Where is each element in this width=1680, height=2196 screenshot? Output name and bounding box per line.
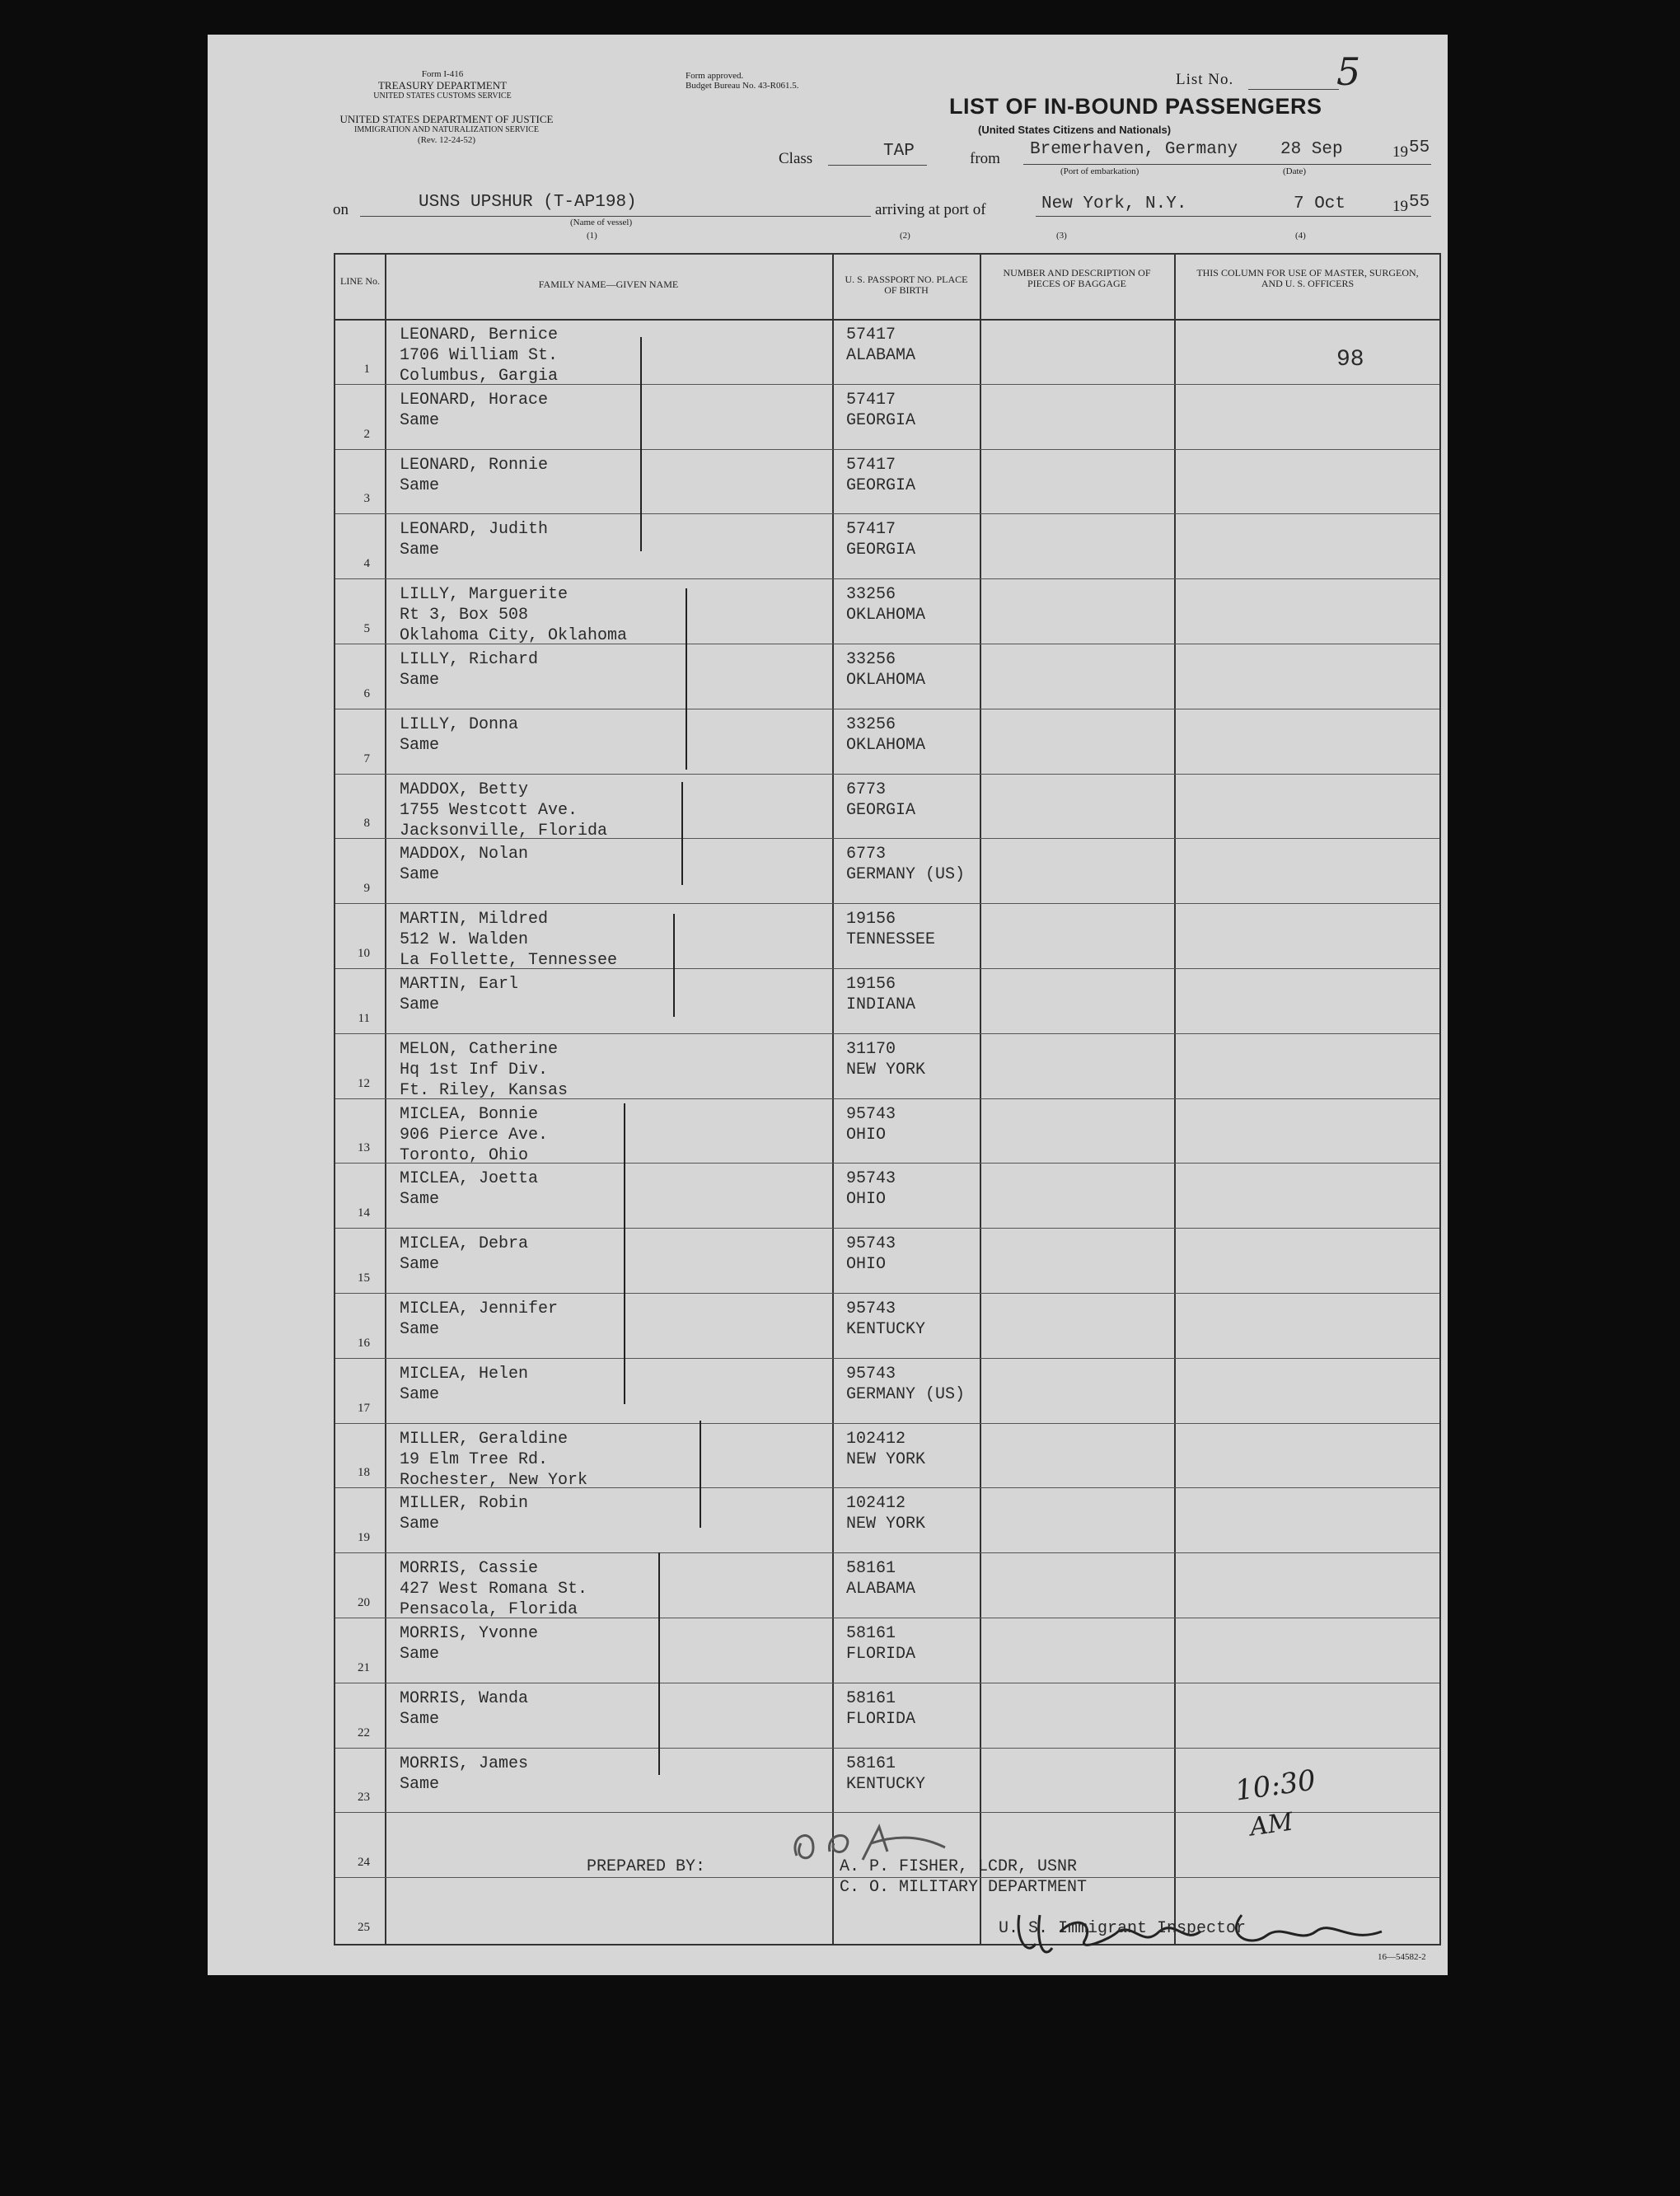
- passenger-address: 1755 Westcott Ave.: [400, 800, 578, 820]
- passenger-name: MORRIS, Cassie: [400, 1559, 539, 1579]
- arrival-underline: [1036, 216, 1431, 217]
- passport-number: 95743: [846, 1234, 896, 1254]
- table-header: [335, 255, 1439, 321]
- arriving-label: arriving at port of: [875, 201, 986, 218]
- passenger-name: MICLEA, Joetta: [400, 1169, 539, 1189]
- passport-number: 57417: [846, 390, 896, 410]
- header-baggage: NUMBER AND DESCRIPTION OF PIECES OF BAGGAGE: [1003, 267, 1151, 289]
- port-embark-caption: (Port of embarkation): [1060, 166, 1139, 176]
- passenger-name: MARTIN, Mildred: [400, 910, 549, 929]
- passport-number: 95743: [846, 1299, 896, 1318]
- table-row: [335, 1683, 1439, 1748]
- line-number: 14: [358, 1206, 370, 1220]
- place-of-birth: FLORIDA: [846, 1645, 916, 1664]
- place-of-birth: GEORGIA: [846, 475, 916, 495]
- passenger-address: Same: [400, 1255, 440, 1275]
- on-label: on: [333, 201, 349, 218]
- passenger-address: 1706 William St.: [400, 346, 559, 365]
- passport-number: 102412: [846, 1494, 906, 1514]
- vessel-caption: (Name of vessel): [570, 218, 633, 227]
- passenger-address: Same: [400, 1320, 440, 1339]
- place-of-birth: ALABAMA: [846, 1580, 916, 1599]
- fisher-signature: [780, 1819, 962, 1876]
- passenger-address: Pensacola, Florida: [400, 1600, 578, 1620]
- family-bracket: [673, 914, 675, 1017]
- table-row: [335, 838, 1439, 903]
- passenger-address: Toronto, Ohio: [400, 1145, 529, 1165]
- line-number: 22: [358, 1725, 370, 1739]
- vessel-name: USNS UPSHUR (T-AP198): [419, 193, 637, 212]
- col-caption-3: (3): [1056, 231, 1067, 241]
- form-number: Form I-416: [421, 69, 464, 79]
- line-number: 10: [358, 946, 370, 960]
- line-number: 19: [358, 1531, 370, 1545]
- vessel-underline: [360, 216, 871, 217]
- place-of-birth: GEORGIA: [846, 800, 916, 820]
- passenger-name: MORRIS, Wanda: [400, 1688, 529, 1708]
- passenger-name: LILLY, Marguerite: [400, 585, 569, 605]
- prepared-by-name: A. P. FISHER, LCDR, USNR: [840, 1857, 1078, 1876]
- passenger-address: Ft. Riley, Kansas: [400, 1080, 569, 1100]
- table-row: [335, 1423, 1439, 1488]
- line-number: 17: [358, 1401, 370, 1415]
- place-of-birth: KENTUCKY: [846, 1320, 926, 1339]
- place-of-birth: INDIANA: [846, 995, 916, 1014]
- passport-number: 57417: [846, 325, 896, 344]
- line-number: 18: [358, 1466, 370, 1480]
- family-bracket: [686, 588, 687, 770]
- passport-number: 58161: [846, 1754, 896, 1773]
- form-approved: Form approved.: [686, 71, 744, 81]
- place-of-birth: NEW YORK: [846, 1449, 926, 1469]
- line-number: 2: [363, 427, 370, 441]
- header-line-no: LINE No.: [340, 275, 380, 287]
- table-row: [335, 1033, 1439, 1098]
- family-bracket: [700, 1421, 701, 1528]
- line-number: 1: [363, 362, 370, 376]
- embark-underline: [1023, 164, 1431, 165]
- passenger-address: Oklahoma City, Oklahoma: [400, 626, 628, 646]
- passenger-address: Same: [400, 410, 440, 430]
- passenger-table: [334, 253, 1441, 1962]
- place-of-birth: KENTUCKY: [846, 1774, 926, 1794]
- place-of-birth: GEORGIA: [846, 541, 916, 560]
- passenger-name: MARTIN, Earl: [400, 975, 519, 994]
- passport-number: 19156: [846, 975, 896, 994]
- table-row: [335, 1618, 1439, 1683]
- embark-year-prefix: 19: [1392, 143, 1408, 161]
- arrival-year: 55: [1409, 193, 1430, 212]
- table-row: [335, 1487, 1439, 1552]
- place-of-birth: OKLAHOMA: [846, 606, 926, 625]
- place-of-birth: NEW YORK: [846, 1060, 926, 1079]
- line-number: 25: [358, 1920, 370, 1934]
- table-row: [335, 513, 1439, 578]
- line-number: 7: [363, 752, 370, 766]
- passenger-name: LILLY, Richard: [400, 650, 539, 669]
- table-row: [335, 449, 1439, 514]
- form-title: LIST OF IN-BOUND PASSENGERS: [949, 94, 1322, 119]
- arrival-port: New York, N.Y.: [1041, 194, 1187, 213]
- line-number: 24: [358, 1856, 370, 1870]
- justice-dept: UNITED STATES DEPARTMENT OF JUSTICE: [339, 113, 554, 125]
- passenger-name: MICLEA, Bonnie: [400, 1104, 539, 1124]
- table-row: [335, 903, 1439, 971]
- passport-number: 95743: [846, 1364, 896, 1384]
- line-number: 23: [358, 1791, 370, 1805]
- passenger-address: 906 Pierce Ave.: [400, 1125, 549, 1145]
- passport-number: 6773: [846, 845, 887, 864]
- passenger-name: MICLEA, Helen: [400, 1364, 529, 1384]
- table-row: [335, 1358, 1439, 1423]
- passport-number: 33256: [846, 585, 896, 605]
- passenger-list-form: [208, 35, 1448, 1975]
- passport-number: 95743: [846, 1169, 896, 1189]
- line-number: 21: [358, 1660, 370, 1674]
- passenger-name: LILLY, Donna: [400, 714, 519, 734]
- passenger-address: Same: [400, 1645, 440, 1664]
- arrival-year-prefix: 19: [1392, 198, 1408, 215]
- passenger-name: LEONARD, Bernice: [400, 325, 559, 344]
- col-caption-4: (4): [1295, 231, 1306, 241]
- place-of-birth: GERMANY (US): [846, 865, 966, 885]
- passport-number: 58161: [846, 1559, 896, 1579]
- table-row: [335, 319, 1439, 384]
- line-number: 16: [358, 1336, 370, 1350]
- passenger-name: LEONARD, Ronnie: [400, 455, 549, 475]
- class-value: TAP: [883, 142, 915, 161]
- place-of-birth: OKLAHOMA: [846, 671, 926, 690]
- passenger-address: Same: [400, 475, 440, 495]
- header-name: FAMILY NAME—GIVEN NAME: [538, 279, 679, 290]
- line-number: 8: [363, 817, 370, 831]
- table-row: [335, 384, 1439, 449]
- list-no-label: List No.: [1176, 71, 1234, 88]
- line-number: 15: [358, 1271, 370, 1285]
- family-bracket: [640, 337, 642, 551]
- passport-number: 31170: [846, 1039, 896, 1059]
- header-passport: U. S. PASSPORT NO. PLACE OF BIRTH: [845, 274, 968, 296]
- place-of-birth: NEW YORK: [846, 1515, 926, 1534]
- table-row: [335, 709, 1439, 774]
- from-label: from: [970, 150, 1000, 167]
- inspector-caption: U. S. Immigrant Inspector: [999, 1919, 1247, 1938]
- passport-number: 57417: [846, 455, 896, 475]
- passenger-name: MILLER, Geraldine: [400, 1429, 569, 1449]
- passenger-address: Same: [400, 995, 440, 1014]
- passport-number: 6773: [846, 780, 887, 799]
- passenger-address: 19 Elm Tree Rd.: [400, 1449, 549, 1469]
- customs-service: UNITED STATES CUSTOMS SERVICE: [373, 91, 512, 101]
- family-bracket: [624, 1103, 625, 1404]
- line-number: 20: [358, 1595, 370, 1609]
- ins-service: IMMIGRATION AND NATURALIZATION SERVICE: [354, 125, 539, 134]
- date-caption: (Date): [1283, 166, 1307, 176]
- place-of-birth: FLORIDA: [846, 1709, 916, 1729]
- passenger-address: Same: [400, 735, 440, 755]
- table-row: [335, 1163, 1439, 1228]
- passenger-address: Same: [400, 541, 440, 560]
- line-number: 13: [358, 1141, 370, 1155]
- place-of-birth: OKLAHOMA: [846, 735, 926, 755]
- passenger-address: Rt 3, Box 508: [400, 606, 529, 625]
- passenger-address: Same: [400, 865, 440, 885]
- passenger-name: MELON, Catherine: [400, 1039, 559, 1059]
- place-of-birth: OHIO: [846, 1255, 887, 1275]
- prepared-by-label: PREPARED BY:: [587, 1857, 706, 1876]
- table-row: [335, 644, 1439, 709]
- passenger-name: MICLEA, Jennifer: [400, 1299, 559, 1318]
- passport-number: 95743: [846, 1104, 896, 1124]
- revision: (Rev. 12-24-52): [417, 135, 476, 145]
- place-of-birth: ALABAMA: [846, 346, 916, 365]
- passenger-name: MADDOX, Nolan: [400, 845, 529, 864]
- list-no-underline: [1248, 89, 1339, 90]
- officer-note: 98: [1336, 347, 1364, 372]
- passenger-name: LEONARD, Horace: [400, 390, 549, 410]
- place-of-birth: OHIO: [846, 1125, 887, 1145]
- line-number: 5: [363, 621, 370, 635]
- form-subtitle: (United States Citizens and Nationals): [978, 124, 1172, 136]
- handwritten-am: AM: [1247, 1807, 1295, 1842]
- passenger-address: Same: [400, 1515, 440, 1534]
- place-of-birth: GERMANY (US): [846, 1384, 966, 1404]
- place-of-birth: GEORGIA: [846, 410, 916, 430]
- arrival-date: 7 Oct: [1294, 194, 1346, 213]
- passenger-address: Same: [400, 671, 440, 690]
- passport-number: 57417: [846, 520, 896, 540]
- family-bracket: [658, 1552, 660, 1775]
- passport-number: 19156: [846, 910, 896, 929]
- list-no-value: 5: [1336, 49, 1361, 94]
- embark-date: 28 Sep: [1280, 140, 1343, 159]
- passport-number: 33256: [846, 714, 896, 734]
- passenger-address: Rochester, New York: [400, 1470, 588, 1490]
- passenger-address: 512 W. Walden: [400, 930, 529, 950]
- passenger-address: La Follette, Tennessee: [400, 951, 618, 971]
- embark-port: Bremerhaven, Germany: [1030, 140, 1238, 159]
- passenger-address: Jacksonville, Florida: [400, 821, 608, 840]
- line-number: 4: [363, 557, 370, 571]
- line-number: 11: [358, 1011, 370, 1025]
- embark-year: 55: [1409, 138, 1430, 157]
- passenger-address: Hq 1st Inf Div.: [400, 1060, 549, 1079]
- table-row: [335, 1228, 1439, 1293]
- form-code: 16—54582-2: [1378, 1952, 1426, 1962]
- table-row: [335, 968, 1439, 1033]
- table-row: [335, 1098, 1439, 1164]
- passport-number: 33256: [846, 650, 896, 669]
- place-of-birth: OHIO: [846, 1190, 887, 1210]
- passenger-address: Same: [400, 1774, 440, 1794]
- class-underline: [828, 165, 927, 166]
- table-row: [335, 774, 1439, 839]
- passenger-address: Same: [400, 1384, 440, 1404]
- passenger-name: LEONARD, Judith: [400, 520, 549, 540]
- handwritten-time: 10:30: [1233, 1763, 1318, 1808]
- line-number: 6: [363, 686, 370, 700]
- budget-bureau: Budget Bureau No. 43-R061.5.: [686, 81, 799, 91]
- header-officers: THIS COLUMN FOR USE OF MASTER, SURGEON, AND U. S. OFFICERS: [1196, 267, 1419, 289]
- passenger-name: MADDOX, Betty: [400, 780, 529, 799]
- table-row: [335, 1552, 1439, 1618]
- family-bracket: [681, 782, 683, 885]
- passenger-name: MICLEA, Debra: [400, 1234, 529, 1254]
- treasury-dept: TREASURY DEPARTMENT: [377, 79, 508, 91]
- passenger-name: MORRIS, Yvonne: [400, 1624, 539, 1643]
- prepared-by-title: C. O. MILITARY DEPARTMENT: [840, 1878, 1088, 1897]
- table-row: [335, 578, 1439, 644]
- passenger-address: Same: [400, 1190, 440, 1210]
- passport-number: 58161: [846, 1624, 896, 1643]
- line-number: 9: [363, 882, 370, 896]
- passenger-name: MILLER, Robin: [400, 1494, 529, 1514]
- place-of-birth: TENNESSEE: [846, 930, 936, 950]
- col-caption-1: (1): [587, 231, 597, 241]
- line-number: 12: [358, 1076, 370, 1090]
- passenger-address: Same: [400, 1709, 440, 1729]
- passenger-address: 427 West Romana St.: [400, 1580, 588, 1599]
- class-label: Class: [779, 150, 813, 167]
- passport-number: 102412: [846, 1429, 906, 1449]
- passenger-name: MORRIS, James: [400, 1754, 529, 1773]
- line-number: 3: [363, 492, 370, 506]
- passenger-address: Columbus, Gargia: [400, 367, 559, 386]
- passport-number: 58161: [846, 1688, 896, 1708]
- col-caption-2: (2): [900, 231, 910, 241]
- table-row: [335, 1293, 1439, 1358]
